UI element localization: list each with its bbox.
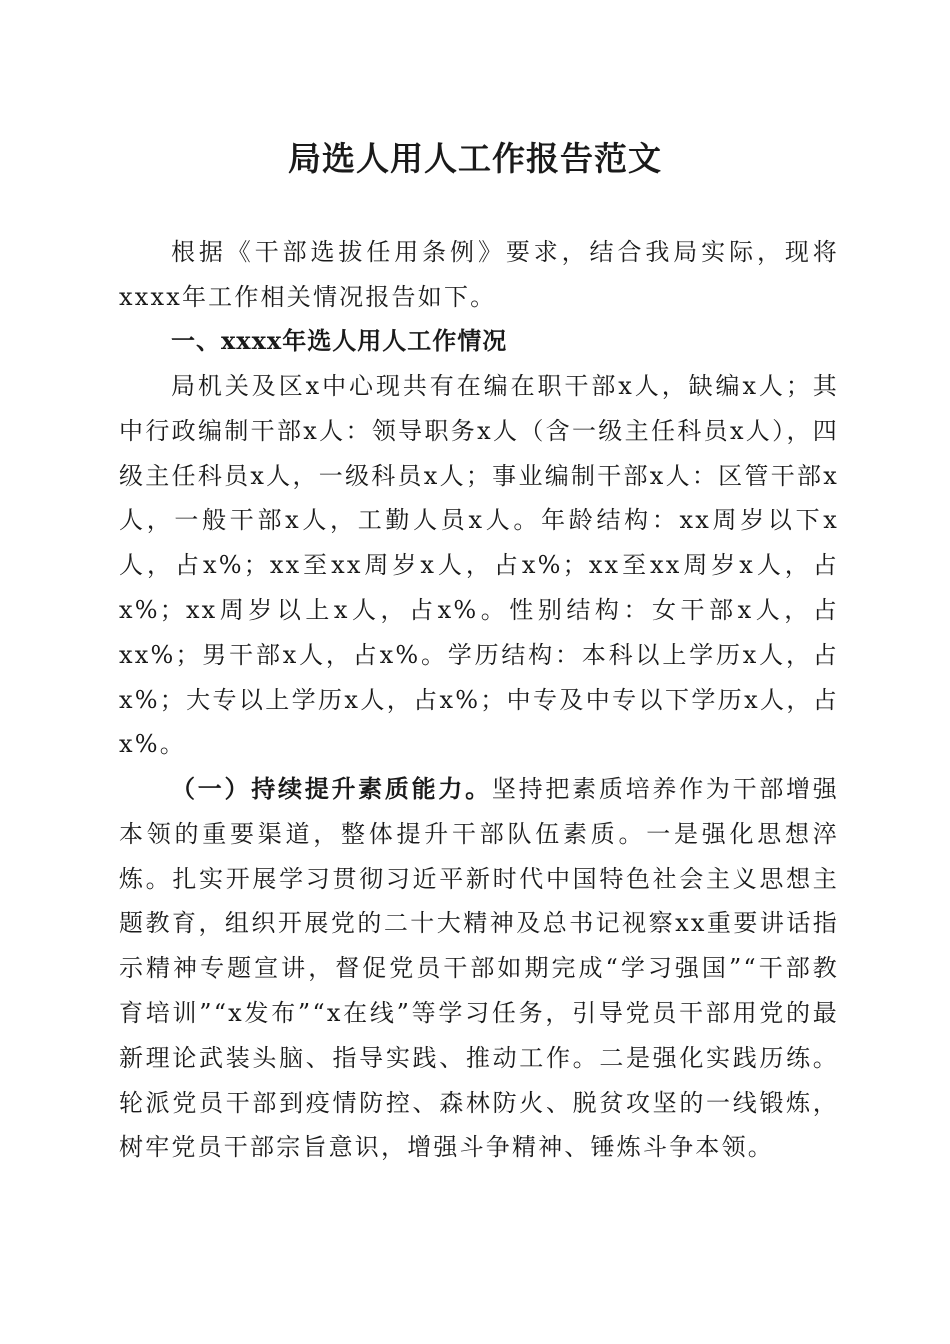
subsection-1-heading: （一）持续提升素质能力。	[171, 774, 492, 803]
intro-paragraph: 根据《干部选拔任用条例》要求，结合我局实际，现将xxxx年工作相关情况报告如下。	[119, 238, 839, 311]
document-title: 局选人用人工作报告范文	[288, 139, 662, 178]
subsection-1-paragraph	[119, 767, 839, 1170]
subsection-1-body: 坚持把素质培养作为干部增强本领的重要渠道，整体提升干部队伍素质。一是强化思想淬炼。扎实开展学习贯彻习近平新时代中国特色社会主义思想主题教育，组织开展党的二十大精神及总书记视察xx重要讲话指示精神专题宣讲，督促党员干部如期完成“学习强国”“干部教育培训”“x发布”“x在线”等学习任务，引导党员干部用党的最新理论武装头脑、指导实践、推动工作。二是强化实践历练。轮派党员干部到疫情防控、森林防火、脱贫攻坚的一线锻炼，树牢党员干部宗旨意识，增强斗争精神、锤炼斗争本领。	[119, 775, 839, 1162]
staff-structure-paragraph: 局机关及区x中心现共有在编在职干部x人，缺编x人；其中行政编制干部x人：领导职务x人（含一级主任科员x人），四级主任科员x人，一级科员x人；事业编制干部x人：区管干部x人，一般干部x人，工勤人员x人。年龄结构：xx周岁以下x人，占x%；xx至xx周岁x人，占x%；xx至xx周岁x人，占x%；xx周岁以上x人，占x%。性别结构：女干部x人，占xx%；男干部x人，占x%。学历结构：本科以上学历x人，占x%；大专以上学历x人，占x%；中专及中专以下学历x人，占x%。	[119, 372, 839, 759]
section-heading-1: 一、xxxx年选人用人工作情况	[171, 326, 508, 355]
